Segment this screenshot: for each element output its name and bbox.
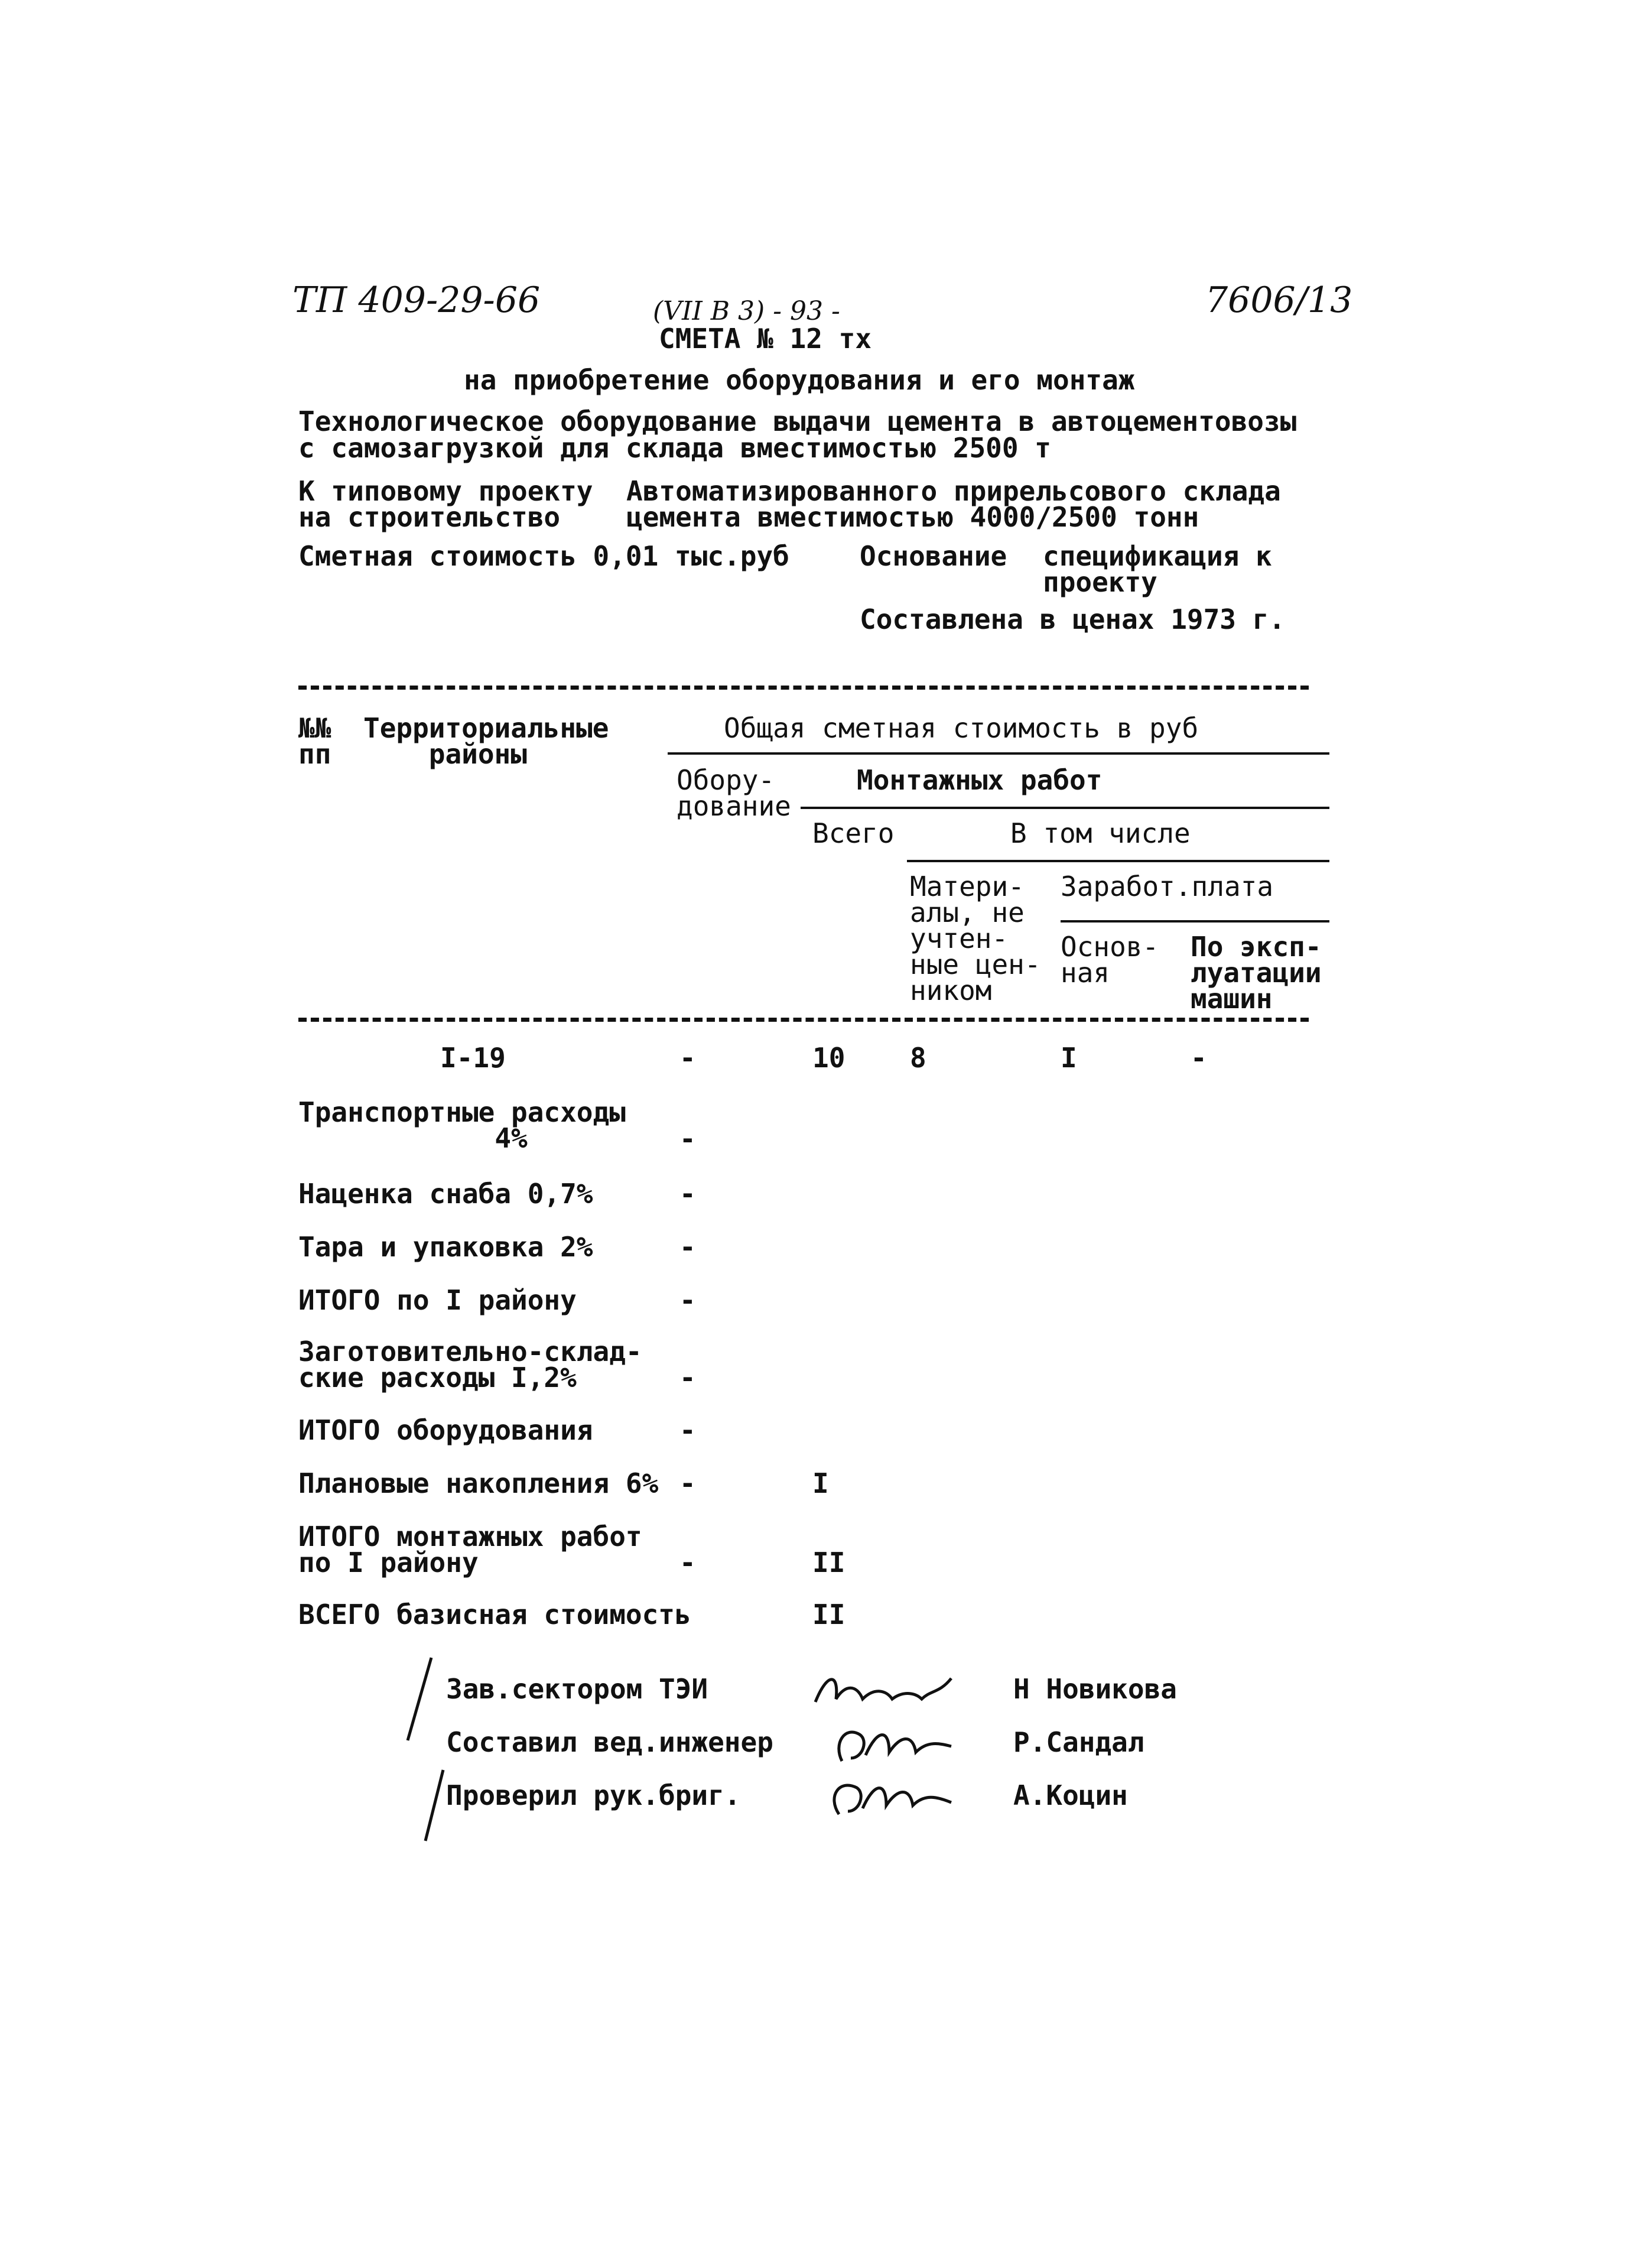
signature-role-checker: Проверил рук.бриг. bbox=[446, 1779, 741, 1811]
row-label: Наценка снаба 0,7% bbox=[298, 1178, 593, 1210]
row-equipment: - bbox=[679, 1467, 696, 1499]
header-rule-4 bbox=[1061, 920, 1329, 923]
project-value-line-1: Автоматизированного прирельсового склада bbox=[626, 475, 1281, 507]
handwritten-signature bbox=[830, 1717, 960, 1770]
header-total-cost: Общая сметная стоимость в руб bbox=[724, 712, 1199, 744]
row-label: ИТОГО монтажных работ по I району bbox=[298, 1521, 642, 1578]
project-label-line-2: на строительство bbox=[298, 501, 561, 533]
handwritten-sheet-number: (VII В 3) - 93 - bbox=[653, 296, 840, 326]
table-header-rule bbox=[298, 1018, 1309, 1022]
signature-name-compiler: Р.Сандал bbox=[1013, 1726, 1144, 1758]
signature-role-head: Зав.сектором ТЭИ bbox=[446, 1673, 708, 1705]
project-value-line-2: цемента вместимостью 4000/2500 тонн bbox=[626, 501, 1199, 533]
header-salary: Заработ.плата bbox=[1061, 870, 1274, 902]
signature-role-compiler: Составил вед.инженер bbox=[446, 1726, 773, 1758]
handwritten-signature bbox=[809, 1667, 957, 1714]
handwritten-signature bbox=[824, 1770, 960, 1823]
row-label: Транспортные расходы 4% bbox=[298, 1096, 626, 1154]
project-label-line-1: К типовому проекту bbox=[298, 475, 593, 507]
header-regions: Территориальные районы bbox=[363, 712, 609, 770]
row-total: II bbox=[812, 1599, 845, 1630]
row-equipment: - bbox=[679, 1547, 696, 1578]
row-equipment: - bbox=[679, 1362, 696, 1394]
header-rule-3 bbox=[907, 860, 1329, 862]
estimated-cost: Сметная стоимость 0,01 тыс.руб bbox=[298, 540, 789, 572]
document-subtitle: на приобретение оборудования и его монтаж bbox=[464, 364, 1135, 396]
row-materials: 8 bbox=[910, 1042, 926, 1074]
row-machines: - bbox=[1191, 1042, 1207, 1074]
row-label: ВСЕГО базисная стоимость bbox=[298, 1599, 691, 1630]
row-equipment: - bbox=[679, 1042, 696, 1074]
header-including: В том числе bbox=[1010, 817, 1191, 849]
row-basic: I bbox=[1061, 1042, 1077, 1074]
header-rule-2 bbox=[801, 807, 1329, 809]
header-basic-salary: Основ- ная bbox=[1061, 931, 1159, 989]
row-equipment: - bbox=[679, 1178, 696, 1210]
row-label: Тара и упаковка 2% bbox=[298, 1231, 593, 1263]
description-line-1: Технологическое оборудование выдачи цемента в автоцементовозы bbox=[298, 405, 1297, 437]
slash-mark bbox=[419, 1767, 449, 1844]
row-total: II bbox=[812, 1547, 845, 1578]
header-machine-salary: По эксп- луатации машин bbox=[1191, 931, 1322, 1015]
header-row-number: №№ пп bbox=[298, 712, 331, 770]
row-equipment: - bbox=[679, 1284, 696, 1316]
basis-value-line-1: спецификация к bbox=[1043, 540, 1272, 572]
basis-value-line-2: проекту bbox=[1043, 566, 1157, 598]
row-equipment: - bbox=[679, 1231, 696, 1263]
basis-label: Основание bbox=[860, 540, 1007, 572]
document-title: СМЕТА № 12 тх bbox=[659, 323, 872, 355]
signature-name-head: Н Новикова bbox=[1013, 1673, 1177, 1705]
row-total: 10 bbox=[812, 1042, 845, 1074]
handwritten-archive-number: 7606/13 bbox=[1205, 280, 1353, 321]
row-label: I-19 bbox=[440, 1042, 506, 1074]
header-mounting: Монтажных работ bbox=[857, 764, 1103, 796]
row-label: Заготовительно-склад- ские расходы I,2% bbox=[298, 1336, 642, 1394]
row-equipment: - bbox=[679, 1123, 696, 1155]
signature-name-checker: А.Коцин bbox=[1013, 1779, 1128, 1811]
header-materials: Матери- алы, не учтен- ные цен- ником bbox=[910, 870, 1041, 1006]
compiled-prices: Составлена в ценах 1973 г. bbox=[860, 603, 1286, 635]
slash-mark bbox=[402, 1655, 437, 1743]
description-line-2: с самозагрузкой для склада вместимостью 2500 т bbox=[298, 432, 1051, 464]
row-label: ИТОГО оборудования bbox=[298, 1414, 593, 1446]
row-label: ИТОГО по I району bbox=[298, 1284, 577, 1316]
header-all: Всего bbox=[812, 817, 895, 849]
header-equipment: Обору- дование bbox=[677, 764, 791, 822]
row-equipment: - bbox=[679, 1414, 696, 1446]
table-top-rule bbox=[298, 686, 1309, 690]
row-label: Плановые накопления 6% bbox=[298, 1467, 659, 1499]
row-total: I bbox=[812, 1467, 829, 1499]
header-rule-1 bbox=[668, 752, 1329, 755]
handwritten-project-code: ТП 409-29-66 bbox=[292, 280, 541, 321]
